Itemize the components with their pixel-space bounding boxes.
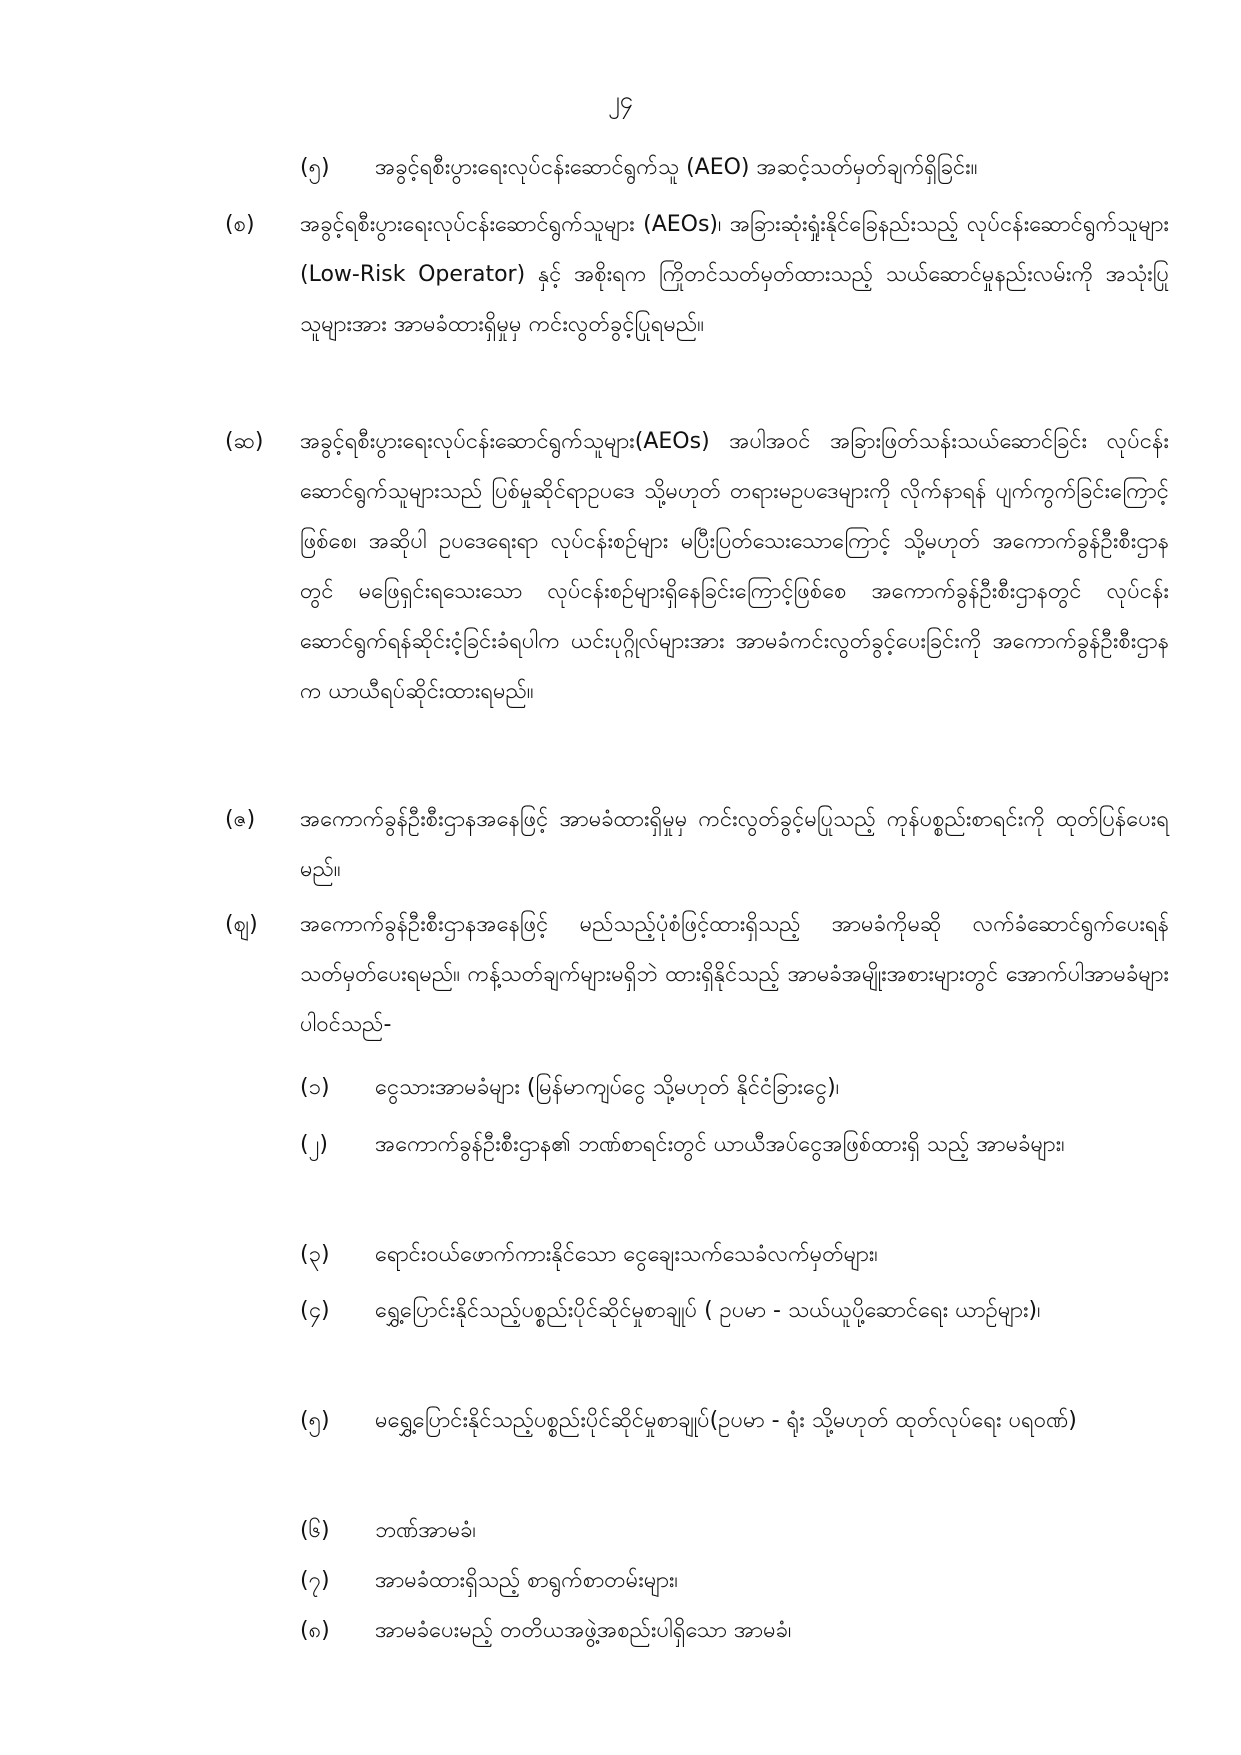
clause-marker: (ဇ) <box>225 807 256 832</box>
page-number: ၂၄ <box>607 86 634 114</box>
sub-item-marker: (၁) <box>300 1075 330 1100</box>
sub-item-text: အာမခံထားရှိသည့် စာရွက်စာတမ်းများ၊ <box>375 1568 678 1593</box>
sub-item-text: ဘဏ်အာမခံ၊ <box>375 1518 477 1543</box>
sub-item-marker: (၄) <box>300 1298 330 1323</box>
clause-text: အကောက်ခွန်ဦးစီးဌာနအနေဖြင့် အာမခံထားရှိမှုမှ ကင်းလွတ်ခွင့်မပြုသည့် ကုန်ပစ္စည်းစာရင်းကို ထုတ်ပြန်ပေးရမည်။ <box>300 807 1169 882</box>
sub-item-text: မရွှေ့ပြောင်းနိုင်သည့်ပစ္စည်းပိုင်ဆိုင်မှုစာချုပ်(ဥပမာ - ရုံး သို့မဟုတ် ထုတ်လုပ်ရေး ပရဝဏ်) <box>375 1408 1077 1433</box>
sub-item-marker: (၂) <box>300 1132 328 1157</box>
sub-item-marker: (၃) <box>300 1242 330 1267</box>
clause-marker: (ဆ) <box>225 429 264 454</box>
clause-text: အခွင့်ရစီးပွားရေးလုပ်ငန်းဆောင်ရွက်သူများ (AEOs)၊ အခြားဆုံးရှုံးနိုင်ခြေနည်းသည့် လုပ်ငန်းဆောင်ရွက်သူများ (Low-Risk Operator) နှင့် အစိုးရက ကြိုတင်သတ်မှတ်ထားသည့် သယ်ဆောင်မှုနည်းလမ်းကို အသုံးပြုသူများအား အာမခံထားရှိမှုမှ ကင်းလွတ်ခွင့်ပြုရမည်။ <box>300 212 1169 337</box>
clause-marker: (ဈ) <box>225 912 258 937</box>
sub-item-text: အကောက်ခွန်ဦးစီးဌာန၏ ဘဏ်စာရင်းတွင် ယာယီအပ်ငွေအဖြစ်ထားရှိ သည့် အာမခံများ၊ <box>375 1132 1065 1157</box>
clause-marker: (၅) <box>300 155 330 180</box>
sub-item-text: ရောင်းဝယ်ဖောက်ကားနိုင်သော ငွေချေးသက်သေခံလက်မှတ်များ၊ <box>375 1242 878 1267</box>
clause-text: အခွင့်ရစီးပွားရေးလုပ်ငန်းဆောင်ရွက်သူများ(AEOs) အပါအဝင် အခြားဖြတ်သန်းသယ်ဆောင်ခြင်း လုပ်ငန်းဆောင်ရွက်သူများသည် ပြစ်မှုဆိုင်ရာဥပဒေ သို့မဟုတ် တရားမဥပဒေများကို လိုက်နာရန် ပျက်ကွက်ခြင်းကြောင့်ဖြစ်စေ၊ အဆိုပါ ဥပဒေရေးရာ လုပ်ငန်းစဉ်များ မပြီးပြတ်သေးသောကြောင့် သို့မဟုတ် အကောက်ခွန်ဦးစီးဌာနတွင် မဖြေရှင်းရသေးသော လုပ်ငန်းစဉ်များရှိနေခြင်းကြောင့်ဖြစ်စေ အကောက်ခွန်ဦးစီးဌာနတွင် လုပ်ငန်းဆောင်ရွက်ရန်ဆိုင်းငံ့ခြင်းခံရပါက ယင်းပုဂ္ဂိုလ်များအား အာမခံကင်းလွတ်ခွင့်ပေးခြင်းကို အကောက်ခွန်ဦးစီးဌာနက ယာယီရပ်ဆိုင်းထားရမည်။ <box>300 429 1169 704</box>
sub-item-marker: (၅) <box>300 1408 330 1433</box>
clause-text: အခွင့်ရစီးပွားရေးလုပ်ငန်းဆောင်ရွက်သူ (AEO) အဆင့်သတ်မှတ်ချက်ရှိခြင်း။ <box>375 155 978 180</box>
sub-item-text: အာမခံပေးမည့် တတိယအဖွဲ့အစည်းပါရှိသော အာမခံ၊ <box>375 1618 792 1643</box>
clause-text: အကောက်ခွန်ဦးစီးဌာနအနေဖြင့် မည်သည့်ပုံစံဖြင့်ထားရှိသည့် အာမခံကိုမဆို လက်ခံဆောင်ရွက်ပေးရန် သတ်မှတ်ပေးရမည်။ ကန့်သတ်ချက်များမရှိဘဲ ထားရှိနိုင်သည့် အာမခံအမျိုးအစားများတွင် အောက်ပါအာမခံများ ပါဝင်သည်- <box>300 912 1169 1037</box>
sub-item-marker: (၇) <box>300 1568 330 1593</box>
sub-item-marker: (၈) <box>300 1618 330 1643</box>
clause-marker: (စ) <box>225 212 255 237</box>
sub-item-text: ငွေသားအာမခံများ (မြန်မာကျပ်ငွေ သို့မဟုတ် နိုင်ငံခြားငွေ)၊ <box>375 1075 840 1100</box>
sub-item-marker: (၆) <box>300 1518 330 1543</box>
sub-item-text: ရွှေ့ပြောင်းနိုင်သည့်ပစ္စည်းပိုင်ဆိုင်မှုစာချုပ် ( ဥပမာ - သယ်ယူပို့ဆောင်ရေး ယာဉ်များ)၊ <box>375 1298 1041 1323</box>
